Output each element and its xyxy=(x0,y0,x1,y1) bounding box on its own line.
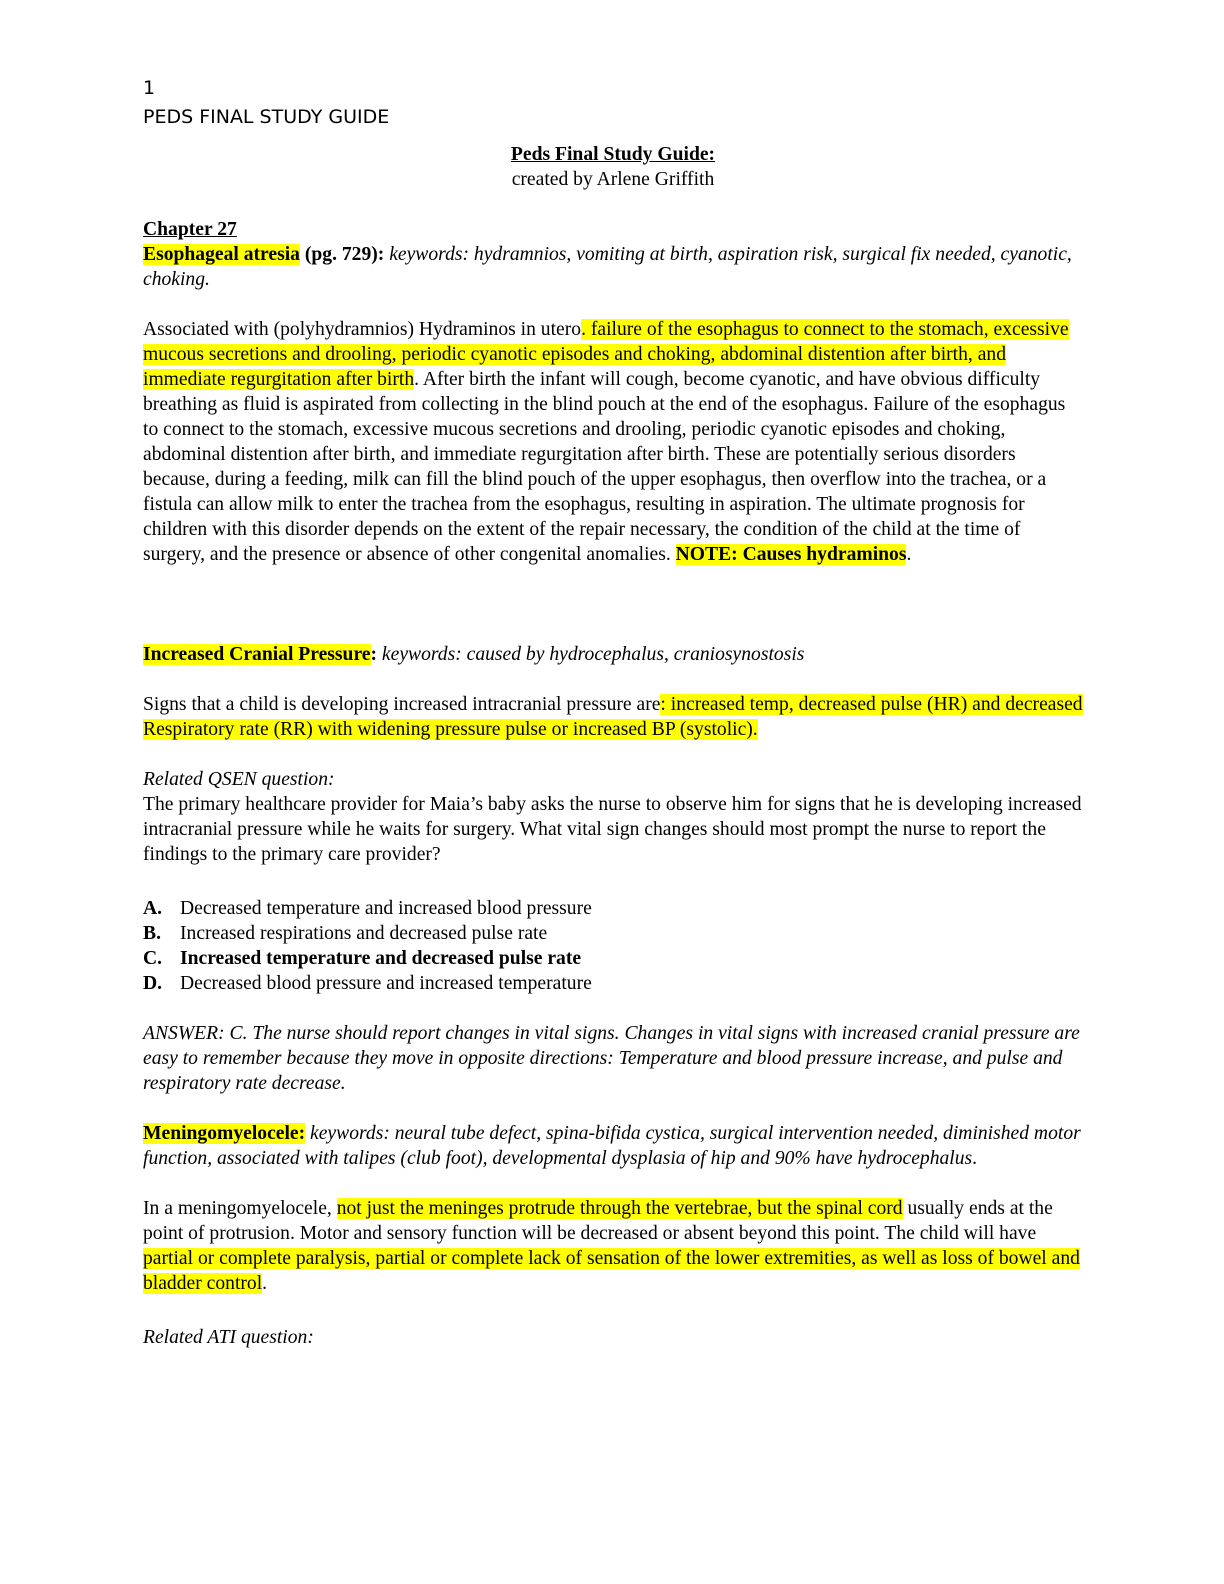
doc-byline: created by Arlene Griffith xyxy=(511,169,715,190)
esophageal-term: Esophageal atresia xyxy=(143,244,300,265)
mening-p1-highlight-1: not just the meninges protrude through the vertebrae, but the spinal cord xyxy=(336,1198,903,1219)
icp-keywords: keywords: caused by hydrocephalus, craniosynostosis xyxy=(377,644,805,665)
mening-p1-a: In a meningomyelocele, xyxy=(143,1198,337,1219)
esophageal-heading xyxy=(143,242,1083,292)
esophageal-keywords: keywords: hydramnios, vomiting at birth, aspiration risk, surgical fix needed, cyanotic, choking. xyxy=(143,244,1072,290)
answer-option-b xyxy=(143,921,1083,946)
mening-keywords: keywords: neural tube defect, spina-bifida cystica, surgical intervention needed, diminished motor function, associated with talipes (club foot), developmental dysplasia of hip and 90% have hydrocephalus xyxy=(143,1123,1081,1169)
esophageal-note-end: . xyxy=(906,544,912,565)
option-text: Increased respirations and decreased pulse rate xyxy=(180,923,548,944)
answer-option-d xyxy=(143,971,1083,996)
qsen-answer: ANSWER: C. The nurse should report changes in vital signs. Changes in vital signs with increased cranial pressure are easy to remember because they move in opposite directions: Temperature and blood pressure increase, and pulse and respiratory rate decrease. xyxy=(143,1023,1080,1094)
mening-paragraph xyxy=(143,1196,1083,1296)
option-text: Increased temperature and decreased pulse rate xyxy=(180,948,582,969)
option-letter: A. xyxy=(143,898,163,919)
esophageal-page-ref: (pg. 729): xyxy=(299,244,385,265)
mening-p1-b: usually ends at the point of protrusion. Motor and sensory function will be decreased or absent beyond this point. The child will have xyxy=(143,1198,1053,1244)
mening-term: Meningomyelocele: xyxy=(143,1123,306,1144)
answer-option-a xyxy=(143,896,1083,921)
esophageal-note: NOTE: Causes hydraminos xyxy=(675,544,907,565)
mening-p1-end: . xyxy=(262,1273,268,1294)
esophageal-p1-plain: Associated with (polyhydramnios) Hydraminos in utero xyxy=(143,319,582,340)
icp-heading xyxy=(143,642,1083,667)
ati-label: Related ATI question: xyxy=(143,1327,314,1348)
icp-p1-plain: Signs that a child is developing increased intracranial pressure are xyxy=(143,694,661,715)
answer-option-c xyxy=(143,946,1083,971)
esophageal-p1-rest: . After birth the infant will cough, become cyanotic, and have obvious difficulty breathing as fluid is aspirated from collecting in the blind pouch at the end of the esophagus. Failure of the esophagus to connect to the stomach, excessive mucous secretions and drooling, periodic cyanotic episodes and choking, abdominal distention after birth, and immediate regurgitation after birth. These are potentially serious disorders because, during a feeding, milk can fill the blind pouch of the upper esophagus, then overflow into the trachea, or a fistula can allow milk to enter the trachea from the esophagus, resulting in aspiration. The ultimate prognosis for children with this disorder depends on the extent of the repair necessary, the condition of the child at the time of surgery, and the presence or absence of other congenital anomalies. xyxy=(143,369,1066,565)
icp-paragraph xyxy=(143,692,1083,742)
mening-p1-highlight-2: partial or complete paralysis, partial or complete lack of sensation of the lower extremities, as well as loss of bowel and bladder control xyxy=(143,1248,1080,1294)
option-letter: C. xyxy=(143,948,163,969)
page-number: 1 xyxy=(143,77,156,99)
qsen-question: The primary healthcare provider for Maia’s baby asks the nurse to observe him for signs that he is developing increased intracranial pressure while he waits for surgery. What vital sign changes should most prompt the nurse to report the findings to the primary care provider? xyxy=(143,794,1082,865)
esophageal-paragraph xyxy=(143,317,1083,567)
document-body xyxy=(143,142,1083,1350)
esophageal-p1-highlight: . failure of the esophagus to connect to the stomach, excessive mucous secretions and drooling, periodic cyanotic episodes and choking, abdominal distention after birth, and immediate regurgitation after birth xyxy=(143,319,1069,390)
option-text: Decreased temperature and increased blood pressure xyxy=(180,898,592,919)
icp-term: Increased Cranial Pressure xyxy=(143,644,371,665)
chapter-heading: Chapter 27 xyxy=(143,219,237,240)
mening-keywords-end: . xyxy=(972,1148,978,1169)
icp-colon: : xyxy=(370,644,378,665)
doc-title: Peds Final Study Guide: xyxy=(510,144,716,165)
option-letter: B. xyxy=(143,923,161,944)
page-header xyxy=(143,74,389,132)
option-text: Decreased blood pressure and increased temperature xyxy=(180,973,592,994)
mening-heading xyxy=(143,1121,1083,1171)
option-letter: D. xyxy=(143,973,163,994)
qsen-label: Related QSEN question: xyxy=(143,769,335,790)
icp-p1-highlight: : increased temp, decreased pulse (HR) and decreased Respiratory rate (RR) with widening pressure pulse or increased BP (systolic). xyxy=(143,694,1083,740)
running-title: PEDS FINAL STUDY GUIDE xyxy=(143,106,390,128)
